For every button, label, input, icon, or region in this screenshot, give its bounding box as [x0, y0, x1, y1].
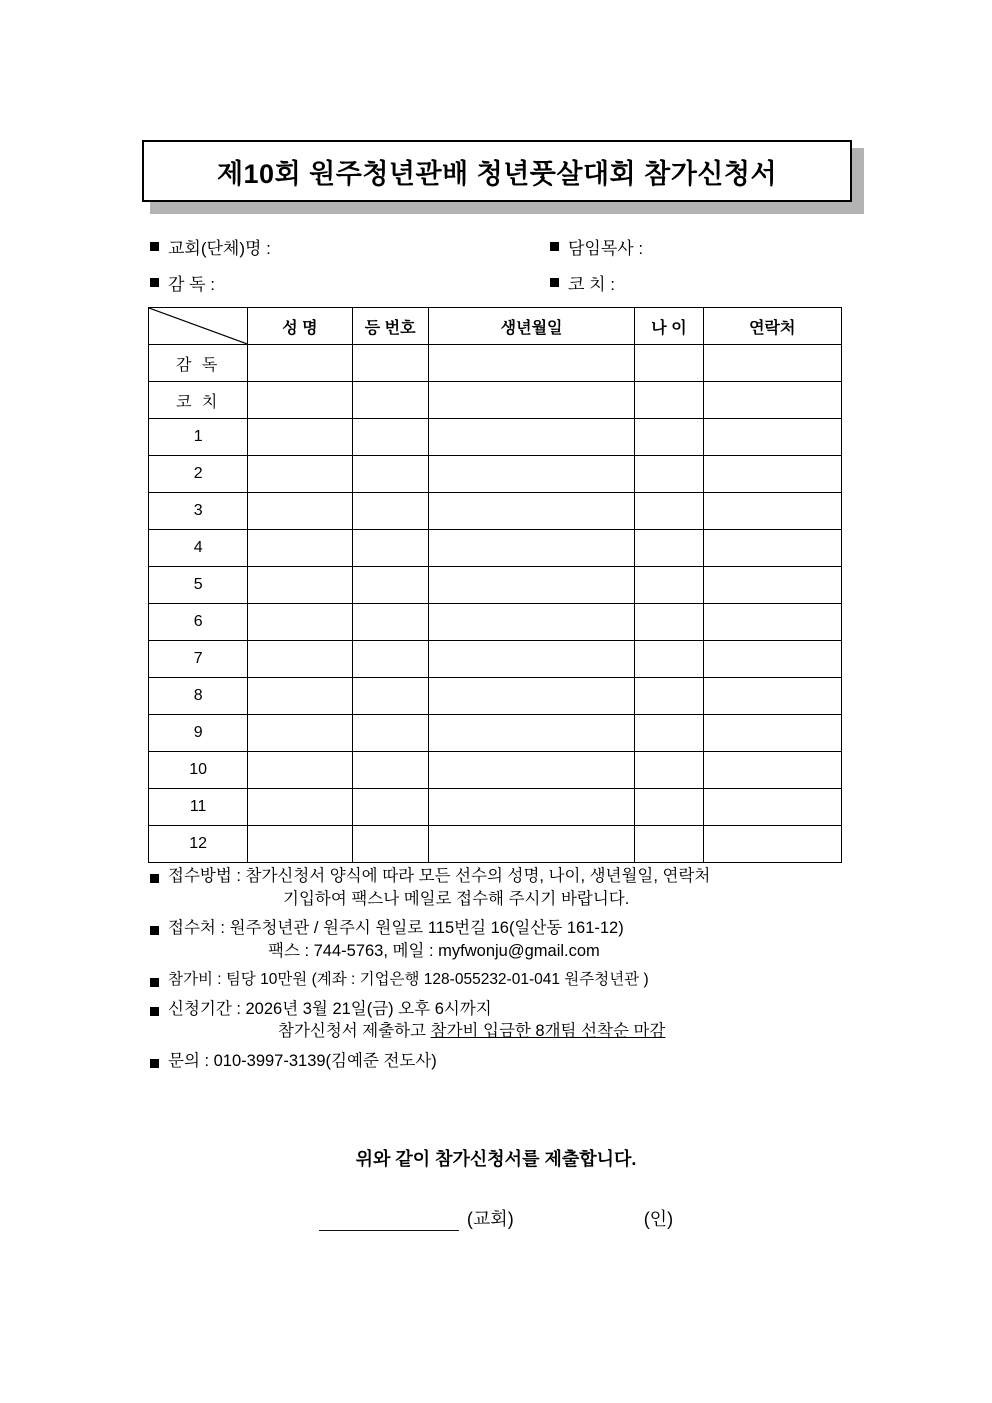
square-bullet-icon — [150, 1059, 159, 1068]
cell-contact[interactable] — [703, 456, 841, 493]
square-bullet-icon — [550, 242, 559, 251]
cell-back-number[interactable] — [352, 345, 428, 382]
row-label-player: 2 — [149, 456, 248, 493]
row-label-player: 7 — [149, 641, 248, 678]
cell-birthdate[interactable] — [428, 345, 635, 382]
table-row — [149, 678, 842, 715]
cell-contact[interactable] — [703, 604, 841, 641]
cell-birthdate[interactable] — [428, 530, 635, 567]
note-reception-line-2: 팩스 : 744-5763, 메일 : myfwonju@gmail.com — [268, 941, 600, 960]
signature-seal-label: (인) — [643, 1209, 674, 1229]
header-fields — [150, 228, 850, 300]
note-method-line-1: 접수방법 : 참가신청서 양식에 따라 모든 선수의 성명, 나이, 생년월일, 연락처 — [168, 867, 711, 885]
cell-birthdate[interactable] — [428, 456, 635, 493]
square-bullet-icon — [150, 874, 159, 883]
cell-age[interactable] — [635, 715, 703, 752]
cell-back-number[interactable] — [352, 530, 428, 567]
cell-contact[interactable] — [703, 567, 841, 604]
cell-back-number[interactable] — [352, 678, 428, 715]
note-fee — [150, 972, 870, 994]
cell-contact[interactable] — [703, 345, 841, 382]
column-header-birthdate: 생년월일 — [428, 308, 635, 345]
field-church-name-label: 교회(단체)명 : — [168, 238, 271, 258]
cell-name[interactable] — [248, 456, 352, 493]
row-label-player: 9 — [149, 715, 248, 752]
cell-contact[interactable] — [703, 715, 841, 752]
cell-name[interactable] — [248, 678, 352, 715]
cell-name[interactable] — [248, 752, 352, 789]
cell-name[interactable] — [248, 641, 352, 678]
cell-birthdate[interactable] — [428, 826, 635, 863]
table-corner-cell — [149, 308, 248, 345]
closing-statement: 위와 같이 참가신청서를 제출합니다. — [355, 1149, 637, 1169]
cell-back-number[interactable] — [352, 419, 428, 456]
cell-birthdate[interactable] — [428, 604, 635, 641]
note-contact — [150, 1053, 870, 1076]
table-row — [149, 382, 842, 419]
cell-back-number[interactable] — [352, 826, 428, 863]
cell-name[interactable] — [248, 345, 352, 382]
table-row — [149, 752, 842, 789]
row-label-player: 6 — [149, 604, 248, 641]
roster-table — [148, 307, 842, 863]
cell-birthdate[interactable] — [428, 789, 635, 826]
cell-age[interactable] — [635, 493, 703, 530]
column-header-name: 성 명 — [248, 308, 352, 345]
cell-birthdate[interactable] — [428, 567, 635, 604]
note-contact-line: 문의 : 010-3997-3139(김예준 전도사) — [168, 1051, 437, 1070]
cell-age[interactable] — [635, 419, 703, 456]
table-row — [149, 567, 842, 604]
cell-name[interactable] — [248, 419, 352, 456]
cell-name[interactable] — [248, 715, 352, 752]
cell-name[interactable] — [248, 789, 352, 826]
cell-age[interactable] — [635, 456, 703, 493]
cell-back-number[interactable] — [352, 715, 428, 752]
note-application-method — [150, 868, 870, 913]
row-label-player: 3 — [149, 493, 248, 530]
table-row — [149, 530, 842, 567]
table-row — [149, 345, 842, 382]
cell-contact[interactable] — [703, 382, 841, 419]
row-label-director: 감 독 — [149, 345, 248, 382]
square-bullet-icon — [150, 926, 159, 935]
cell-age[interactable] — [635, 530, 703, 567]
cell-back-number[interactable] — [352, 641, 428, 678]
cell-birthdate[interactable] — [428, 752, 635, 789]
cell-age[interactable] — [635, 604, 703, 641]
cell-name[interactable] — [248, 826, 352, 863]
square-bullet-icon — [150, 978, 159, 987]
table-row — [149, 715, 842, 752]
note-reception-line-1: 접수처 : 원주청년관 / 원주시 원일로 115번길 16(일산동 161-12) — [168, 919, 624, 937]
field-director — [150, 270, 550, 295]
cell-back-number[interactable] — [352, 382, 428, 419]
signature-line[interactable] — [319, 1208, 459, 1231]
cell-age[interactable] — [635, 678, 703, 715]
table-row — [149, 789, 842, 826]
cell-back-number[interactable] — [352, 456, 428, 493]
table-row — [149, 456, 842, 493]
table-row — [149, 826, 842, 863]
notes-section — [150, 868, 870, 1082]
cell-contact[interactable] — [703, 826, 841, 863]
cell-name[interactable] — [248, 493, 352, 530]
table-row — [149, 641, 842, 678]
cell-age[interactable] — [635, 789, 703, 826]
signature-church-label: (교회) — [466, 1209, 514, 1229]
field-senior-pastor-label: 담임목사 : — [568, 238, 644, 258]
row-label-player: 5 — [149, 567, 248, 604]
cell-name[interactable] — [248, 604, 352, 641]
table-header-row — [149, 308, 842, 345]
row-label-player: 10 — [149, 752, 248, 789]
cell-contact[interactable] — [703, 678, 841, 715]
cell-birthdate[interactable] — [428, 419, 635, 456]
note-period-plain: 참가신청서 제출하고 — [278, 1022, 431, 1040]
header-field-row — [150, 228, 850, 264]
cell-birthdate[interactable] — [428, 715, 635, 752]
cell-contact[interactable] — [703, 789, 841, 826]
column-header-back-number: 등 번호 — [352, 308, 428, 345]
cell-age[interactable] — [635, 345, 703, 382]
cell-back-number[interactable] — [352, 493, 428, 530]
page-title: 제10회 원주청년관배 청년풋살대회 참가신청서 — [216, 158, 778, 189]
cell-contact[interactable] — [703, 493, 841, 530]
square-bullet-icon — [550, 278, 559, 287]
header-field-row — [150, 264, 850, 300]
note-period — [150, 1001, 870, 1046]
field-senior-pastor — [550, 234, 643, 259]
cell-name[interactable] — [248, 382, 352, 419]
square-bullet-icon — [150, 242, 159, 251]
cell-age[interactable] — [635, 382, 703, 419]
note-fee-line: 참가비 : 팀당 10만원 (계좌 : 기업은행 128-055232-01-041 원주청년관 ) — [168, 971, 649, 988]
signature-row — [0, 1205, 992, 1231]
note-reception — [150, 920, 870, 965]
row-label-coach: 코 치 — [149, 382, 248, 419]
note-period-underlined: 참가비 입금한 8개팀 선착순 마감 — [430, 1022, 666, 1040]
note-period-line-1: 신청기간 : 2026년 3월 21일(금) 오후 6시까지 — [168, 999, 492, 1018]
cell-name[interactable] — [248, 530, 352, 567]
table-row — [149, 604, 842, 641]
field-coach-label: 코 치 : — [568, 274, 616, 294]
cell-age[interactable] — [635, 826, 703, 863]
cell-back-number[interactable] — [352, 567, 428, 604]
cell-age[interactable] — [635, 641, 703, 678]
cell-birthdate[interactable] — [428, 641, 635, 678]
cell-contact[interactable] — [703, 419, 841, 456]
table-row — [149, 493, 842, 530]
cell-contact[interactable] — [703, 752, 841, 789]
cell-age[interactable] — [635, 567, 703, 604]
square-bullet-icon — [150, 278, 159, 287]
column-header-age: 나 이 — [635, 308, 703, 345]
field-coach — [550, 270, 615, 295]
cell-contact[interactable] — [703, 641, 841, 678]
title-block — [142, 140, 856, 206]
row-label-player: 12 — [149, 826, 248, 863]
table-row — [149, 419, 842, 456]
row-label-player: 1 — [149, 419, 248, 456]
cell-back-number[interactable] — [352, 604, 428, 641]
field-church-name — [150, 234, 550, 259]
cell-birthdate[interactable] — [428, 493, 635, 530]
note-period-line-2 — [168, 1023, 870, 1040]
row-label-player: 4 — [149, 530, 248, 567]
row-label-player: 8 — [149, 678, 248, 715]
square-bullet-icon — [150, 1007, 159, 1016]
cell-back-number[interactable] — [352, 789, 428, 826]
column-header-contact: 연락처 — [703, 308, 841, 345]
cell-back-number[interactable] — [352, 752, 428, 789]
field-director-label: 감 독 : — [168, 274, 216, 294]
diagonal-line-icon — [149, 308, 247, 344]
note-method-line-2: 기입하여 팩스나 메일로 접수해 주시기 바랍니다. — [283, 889, 630, 908]
cell-age[interactable] — [635, 752, 703, 789]
cell-contact[interactable] — [703, 530, 841, 567]
cell-birthdate[interactable] — [428, 678, 635, 715]
cell-birthdate[interactable] — [428, 382, 635, 419]
row-label-player: 11 — [149, 789, 248, 826]
cell-name[interactable] — [248, 567, 352, 604]
title-box — [142, 140, 852, 202]
